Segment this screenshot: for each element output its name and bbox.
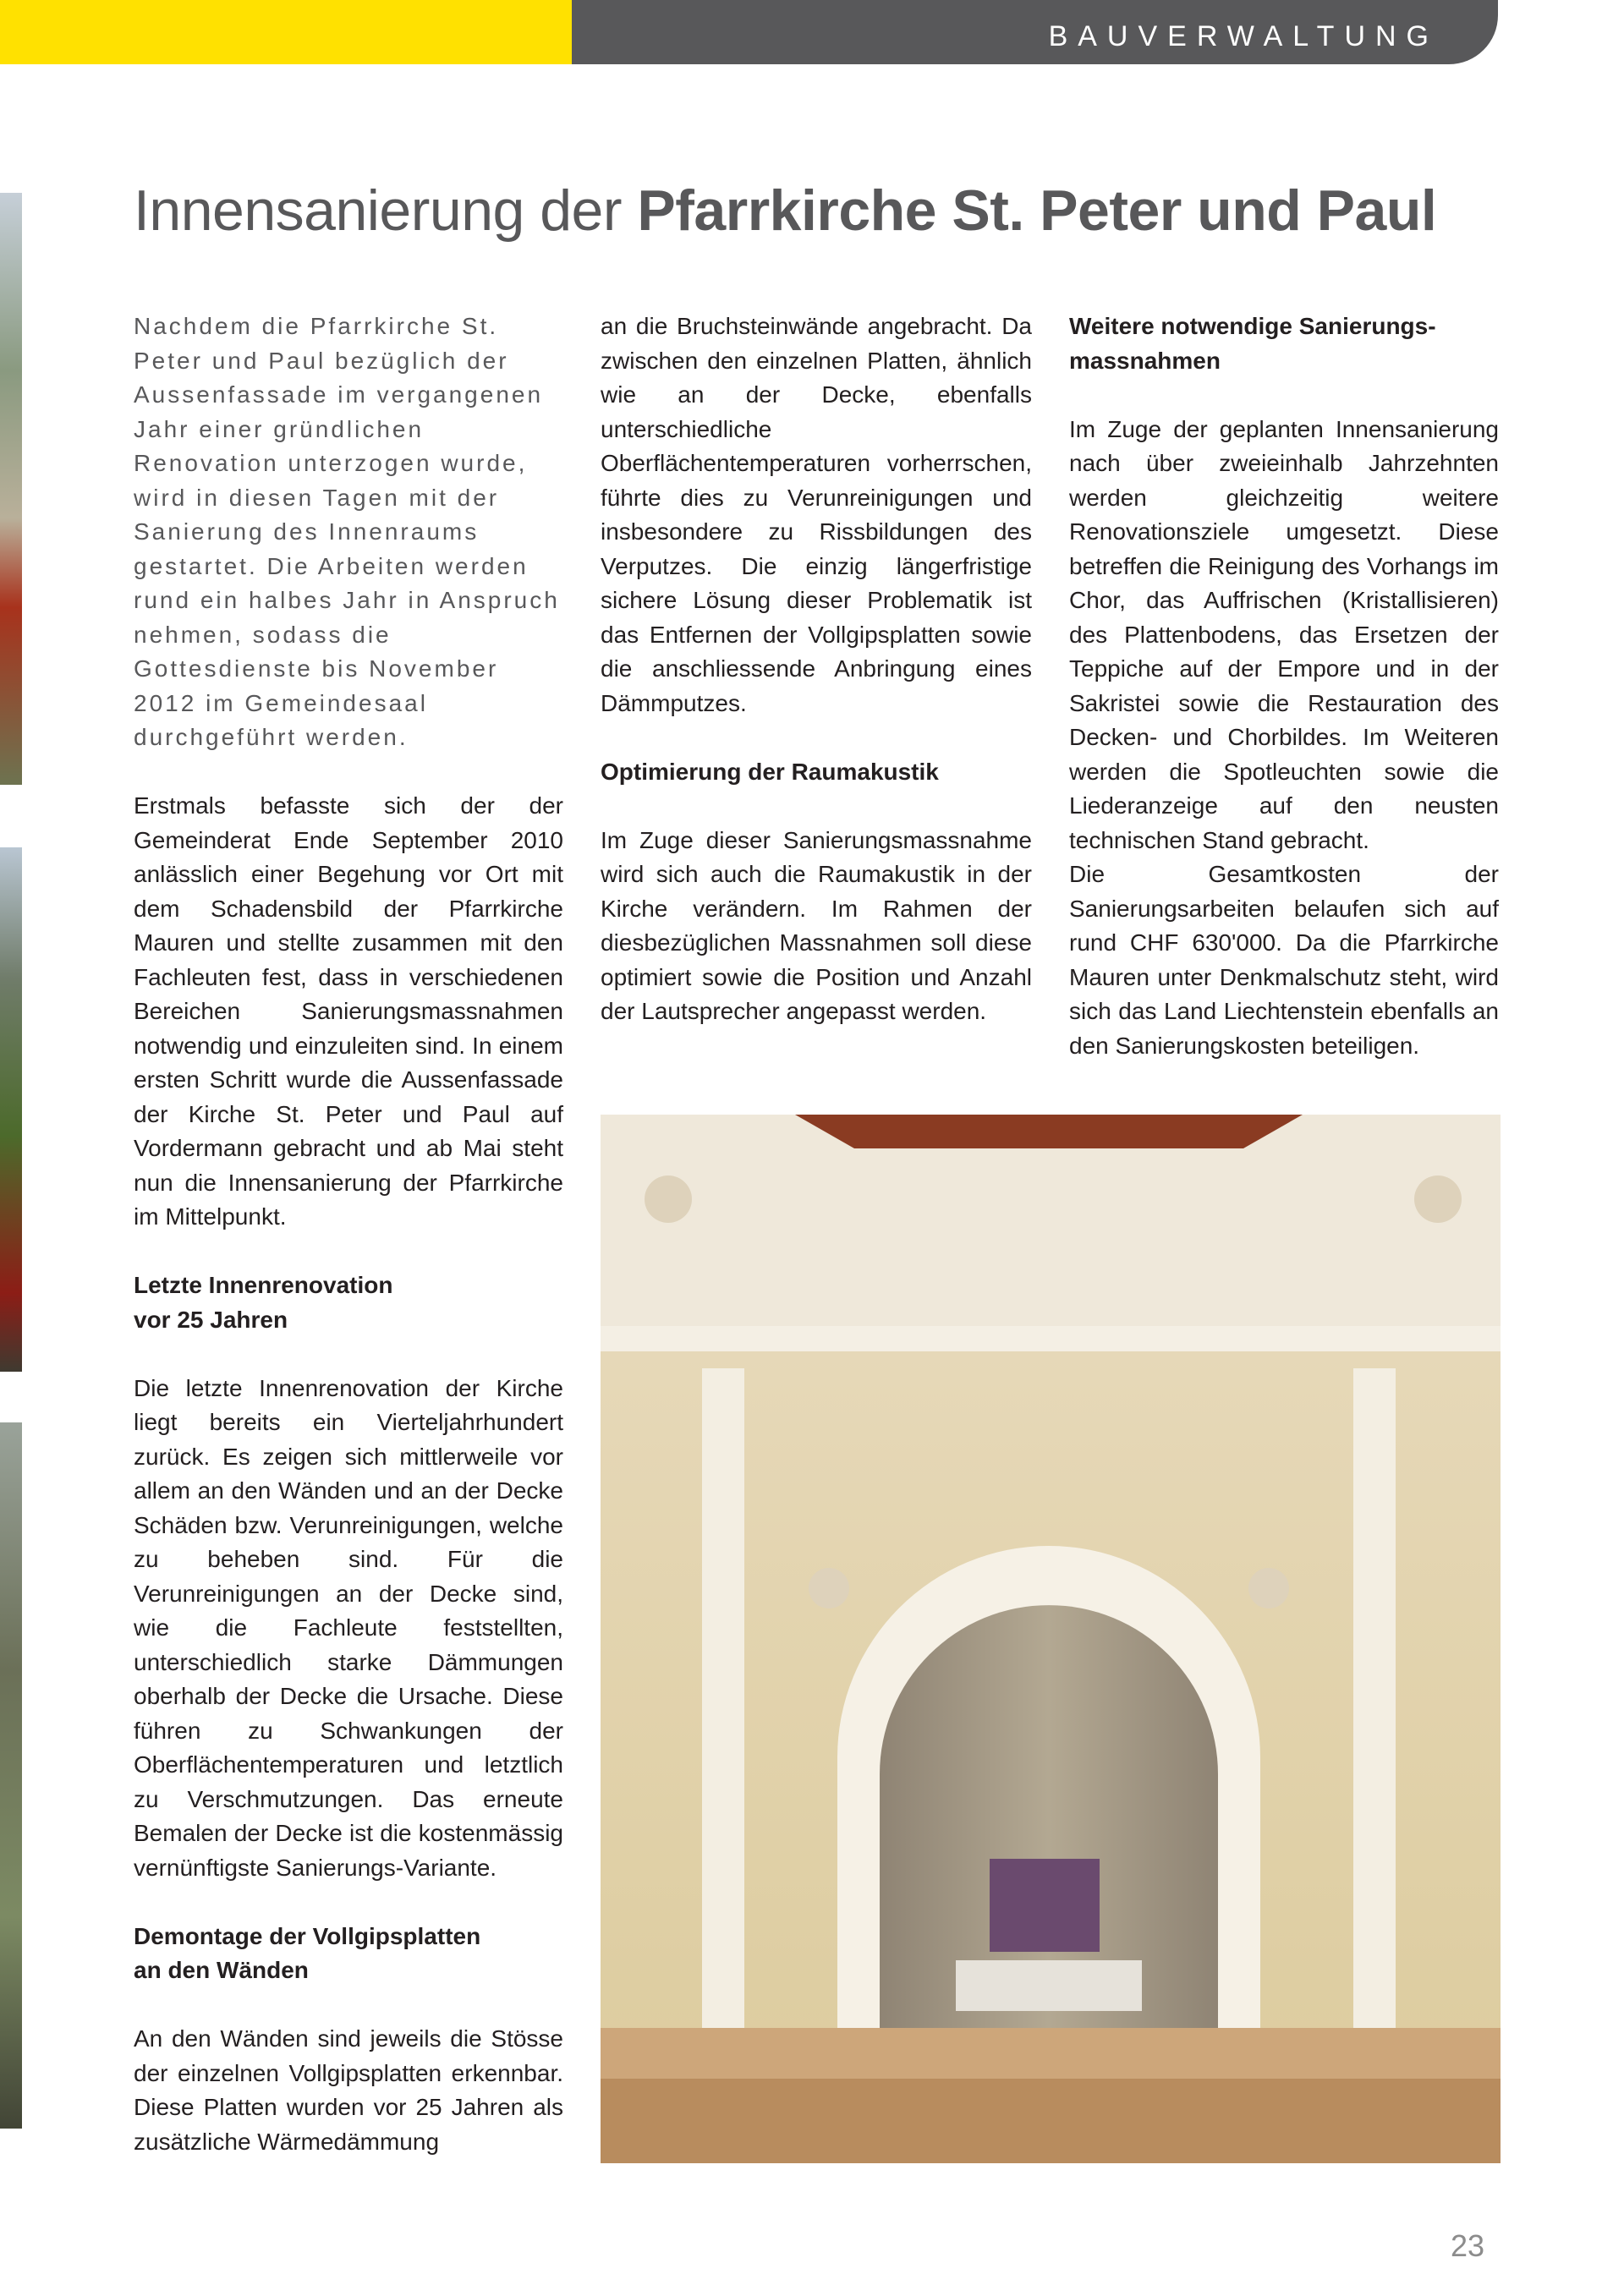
- title-normal: Innensanierung der: [134, 178, 638, 243]
- subheading: Optimierung der Raumakustik: [601, 758, 939, 785]
- section-header-bar: [572, 0, 1498, 64]
- page-number: 23: [1450, 2228, 1484, 2263]
- church-interior-photo: [601, 1115, 1501, 2163]
- column-3: [1069, 310, 1499, 1063]
- subheading: Weitere notwendige Sanierungs- massnahmen: [1069, 313, 1436, 374]
- column-1: [134, 310, 563, 2159]
- paragraph: Erstmals befasste sich der der Gemeinderat Ende September 2010 anlässlich einer Begehung vor Ort mit dem Schadensbild der Pfarrkirche Mauren und stellte zusammen mit den Fachleuten fest, dass in verschiedenen Bereichen Sanierungsmassnahmen notwendig und einzuleiten sind. In einem ersten Schritt wurde die Aussenfassade der Kirche St. Peter und Paul auf Vordermann gebracht und ab Mai steht nun die Innensanierung der Pfarrkirche im Mittelpunkt.: [134, 792, 563, 1230]
- lead-paragraph: Nachdem die Pfarrkirche St. Peter und Paul bezüglich der Aussenfassade im vergangenen Jahr einer gründlichen Renovation unterzogen wurde, wird in diesen Tagen mit der Sanierung des Innenraums gestartet. Die Arbeiten werden rund ein halbes Jahr in Anspruch nehmen, sodass die Gottesdienste bis November 2012 im Gemeindesaal durchgeführt werden.: [134, 313, 560, 750]
- paragraph: an die Bruchsteinwände angebracht. Da zwischen den einzelnen Platten, ähnlich wie an der Decke, ebenfalls unterschiedliche Oberflächentemperaturen vorherrschen, führte dies zu Verunreinigungen und insbesondere zu Rissbildungen des Verputzes. Die einzig längerfristige sichere Lösung dieser Problematik ist das Entfernen der Vollgipsplatten sowie die anschliessende Anbringung eines Dämmputzes.: [601, 313, 1032, 716]
- paragraph: Die Gesamtkosten der Sanierungsarbeiten belaufen sich auf rund CHF 630'000. Da die Pfarrkirche Mauren unter Denkmalschutz steht, wird sich das Land Liechtenstein ebenfalls an den Sanierungskosten beteiligen.: [1069, 861, 1499, 1059]
- side-photo-strip: [0, 193, 22, 785]
- section-label: BAUVERWALTUNG: [1048, 20, 1439, 52]
- paragraph: Im Zuge dieser Sanierungsmassnahme wird sich auch die Raumakustik in der Kirche verändern. Im Rahmen der diesbezüglichen Massnahmen soll diese optimiert sowie die Position und Anzahl der Lautsprecher angepasst werden.: [601, 826, 1032, 1024]
- paragraph: Im Zuge der geplanten Innensanierung nach über zweieinhalb Jahrzehnten werden gleichzeitig weitere Renovationsziele umgesetzt. Diese betreffen die Reinigung des Vorhangs im Chor, das Auffrischen (Kristallisieren) des Plattenbodens, das Ersetzen der Teppiche auf der Empore und in der Sakristei sowie die Restauration des Decken- und Chorbildes. Im Weiteren werden die Spotleuchten sowie die Liederanzeige auf den neusten technischen Stand gebracht.: [1069, 415, 1499, 853]
- header-accent-bar: [0, 0, 572, 64]
- title-bold: Pfarrkirche St. Peter und Paul: [637, 178, 1437, 243]
- paragraph: An den Wänden sind jeweils die Stösse der einzelnen Vollgipsplatten erkennbar. Diese Platten wurden vor 25 Jahren als zusätzliche Wärmedämmung: [134, 2025, 563, 2155]
- subheading: Letzte Innenrenovation vor 25 Jahren: [134, 1272, 393, 1333]
- column-2: [601, 310, 1032, 1029]
- paragraph: Die letzte Innenrenovation der Kirche liegt bereits ein Vierteljahrhundert zurück. Es zeigen sich mittlerweile vor allem an den Wänden und an der Decke Schäden bzw. Verunreinigungen, welche zu beheben sind. Für die Verunreinigungen an der Decke sind, wie die Fachleute feststellten, unterschiedlich starke Dämmungen oberhalb der Decke die Ursache. Diese führen zu Schwankungen der Oberflächentemperaturen und letztlich zu Verschmutzungen. Das erneute Bemalen der Decke ist die kostenmässig vernünftigste Sanierungs-Variante.: [134, 1374, 563, 1881]
- subheading: Demontage der Vollgipsplatten an den Wänden: [134, 1922, 481, 1983]
- side-photo-strip: [0, 1422, 22, 2129]
- page-title: [134, 178, 1436, 244]
- side-photo-strip: [0, 847, 22, 1372]
